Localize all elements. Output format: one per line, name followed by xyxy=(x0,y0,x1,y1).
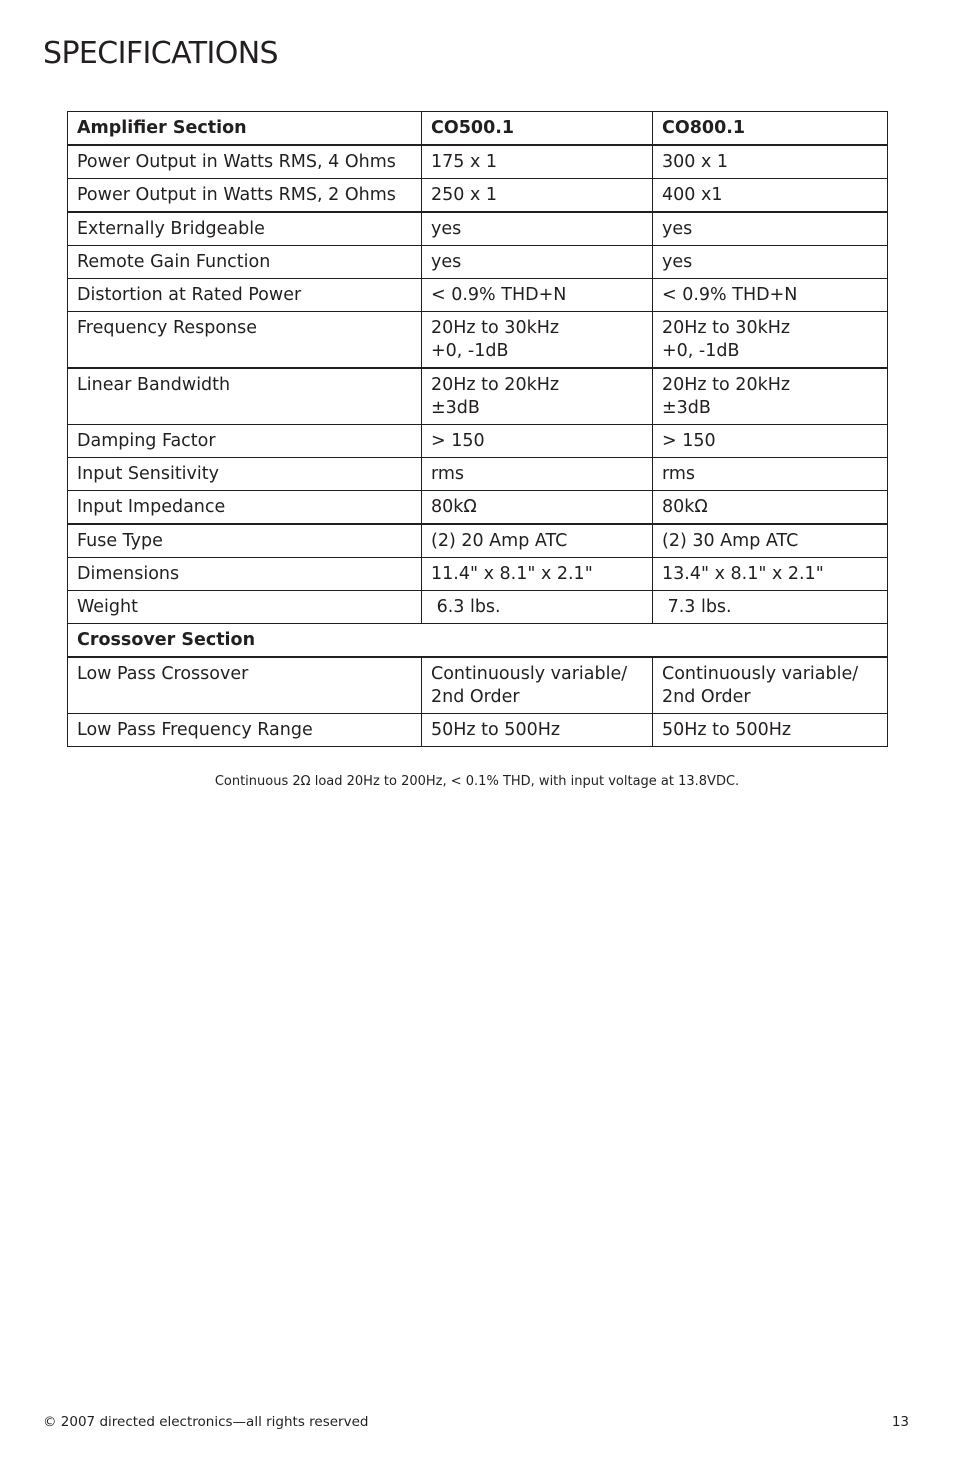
row-label: Power Output in Watts RMS, 4 Ohms xyxy=(68,145,422,179)
row-label: Distortion at Rated Power xyxy=(68,279,422,312)
co500-value: 20Hz to 30kHz +0, -1dB xyxy=(422,312,653,369)
row-label: Remote Gain Function xyxy=(68,246,422,279)
table-row xyxy=(68,246,888,279)
table-row xyxy=(68,524,888,558)
co500-value: 6.3 lbs. xyxy=(422,591,653,624)
row-label: Weight xyxy=(68,591,422,624)
copyright-footer: © 2007 directed electronics—all rights reserved xyxy=(43,1414,369,1430)
co800-value: 50Hz to 500Hz xyxy=(653,714,888,747)
co500-value: 20Hz to 20kHz ±3dB xyxy=(422,368,653,425)
co800-value: yes xyxy=(653,212,888,246)
co800-value: 300 x 1 xyxy=(653,145,888,179)
co500-value: yes xyxy=(422,212,653,246)
co500-value: < 0.9% THD+N xyxy=(422,279,653,312)
co800-value: 80kΩ xyxy=(653,491,888,525)
co500-value: yes xyxy=(422,246,653,279)
page-number: 13 xyxy=(891,1414,909,1430)
row-label: Frequency Response xyxy=(68,312,422,369)
table-row xyxy=(68,212,888,246)
table-header-row xyxy=(68,112,888,146)
row-label: Low Pass Crossover xyxy=(68,657,422,714)
table-row xyxy=(68,312,888,369)
co800-value: 7.3 lbs. xyxy=(653,591,888,624)
table-row xyxy=(68,458,888,491)
co500-value: 50Hz to 500Hz xyxy=(422,714,653,747)
row-label: Linear Bandwidth xyxy=(68,368,422,425)
co800-value: 13.4" x 8.1" x 2.1" xyxy=(653,558,888,591)
co800-value: (2) 30 Amp ATC xyxy=(653,524,888,558)
table-row xyxy=(68,279,888,312)
row-label: Power Output in Watts RMS, 2 Ohms xyxy=(68,179,422,213)
table-row xyxy=(68,657,888,714)
co500-value: rms xyxy=(422,458,653,491)
co800-value: 20Hz to 20kHz ±3dB xyxy=(653,368,888,425)
co800-value: > 150 xyxy=(653,425,888,458)
co800-value: yes xyxy=(653,246,888,279)
table-row xyxy=(68,179,888,213)
row-label: Input Impedance xyxy=(68,491,422,525)
page-title: SPECIFICATIONS xyxy=(43,36,278,71)
crossover-section-row xyxy=(68,624,888,658)
table-row xyxy=(68,591,888,624)
co500-value: Continuously variable/ 2nd Order xyxy=(422,657,653,714)
table-row xyxy=(68,368,888,425)
column-header-section: Amplifier Section xyxy=(68,112,422,146)
row-label: Damping Factor xyxy=(68,425,422,458)
co500-value: > 150 xyxy=(422,425,653,458)
table-row xyxy=(68,558,888,591)
table-footnote: Continuous 2Ω load 20Hz to 200Hz, < 0.1% THD, with input voltage at 13.8VDC. xyxy=(214,774,740,789)
table-row xyxy=(68,425,888,458)
table-row xyxy=(68,714,888,747)
co500-value: 175 x 1 xyxy=(422,145,653,179)
table-row xyxy=(68,145,888,179)
column-header-co800: CO800.1 xyxy=(653,112,888,146)
co800-value: < 0.9% THD+N xyxy=(653,279,888,312)
row-label: Dimensions xyxy=(68,558,422,591)
row-label: Input Sensitivity xyxy=(68,458,422,491)
co500-value: 11.4" x 8.1" x 2.1" xyxy=(422,558,653,591)
crossover-section-heading: Crossover Section xyxy=(68,624,888,658)
row-label: Fuse Type xyxy=(68,524,422,558)
table-row xyxy=(68,491,888,525)
co500-value: 80kΩ xyxy=(422,491,653,525)
row-label: Externally Bridgeable xyxy=(68,212,422,246)
co500-value: 250 x 1 xyxy=(422,179,653,213)
co800-value: rms xyxy=(653,458,888,491)
co800-value: 20Hz to 30kHz +0, -1dB xyxy=(653,312,888,369)
co800-value: Continuously variable/ 2nd Order xyxy=(653,657,888,714)
co800-value: 400 x1 xyxy=(653,179,888,213)
column-header-co500: CO500.1 xyxy=(422,112,653,146)
co500-value: (2) 20 Amp ATC xyxy=(422,524,653,558)
specifications-table xyxy=(67,111,888,747)
row-label: Low Pass Frequency Range xyxy=(68,714,422,747)
